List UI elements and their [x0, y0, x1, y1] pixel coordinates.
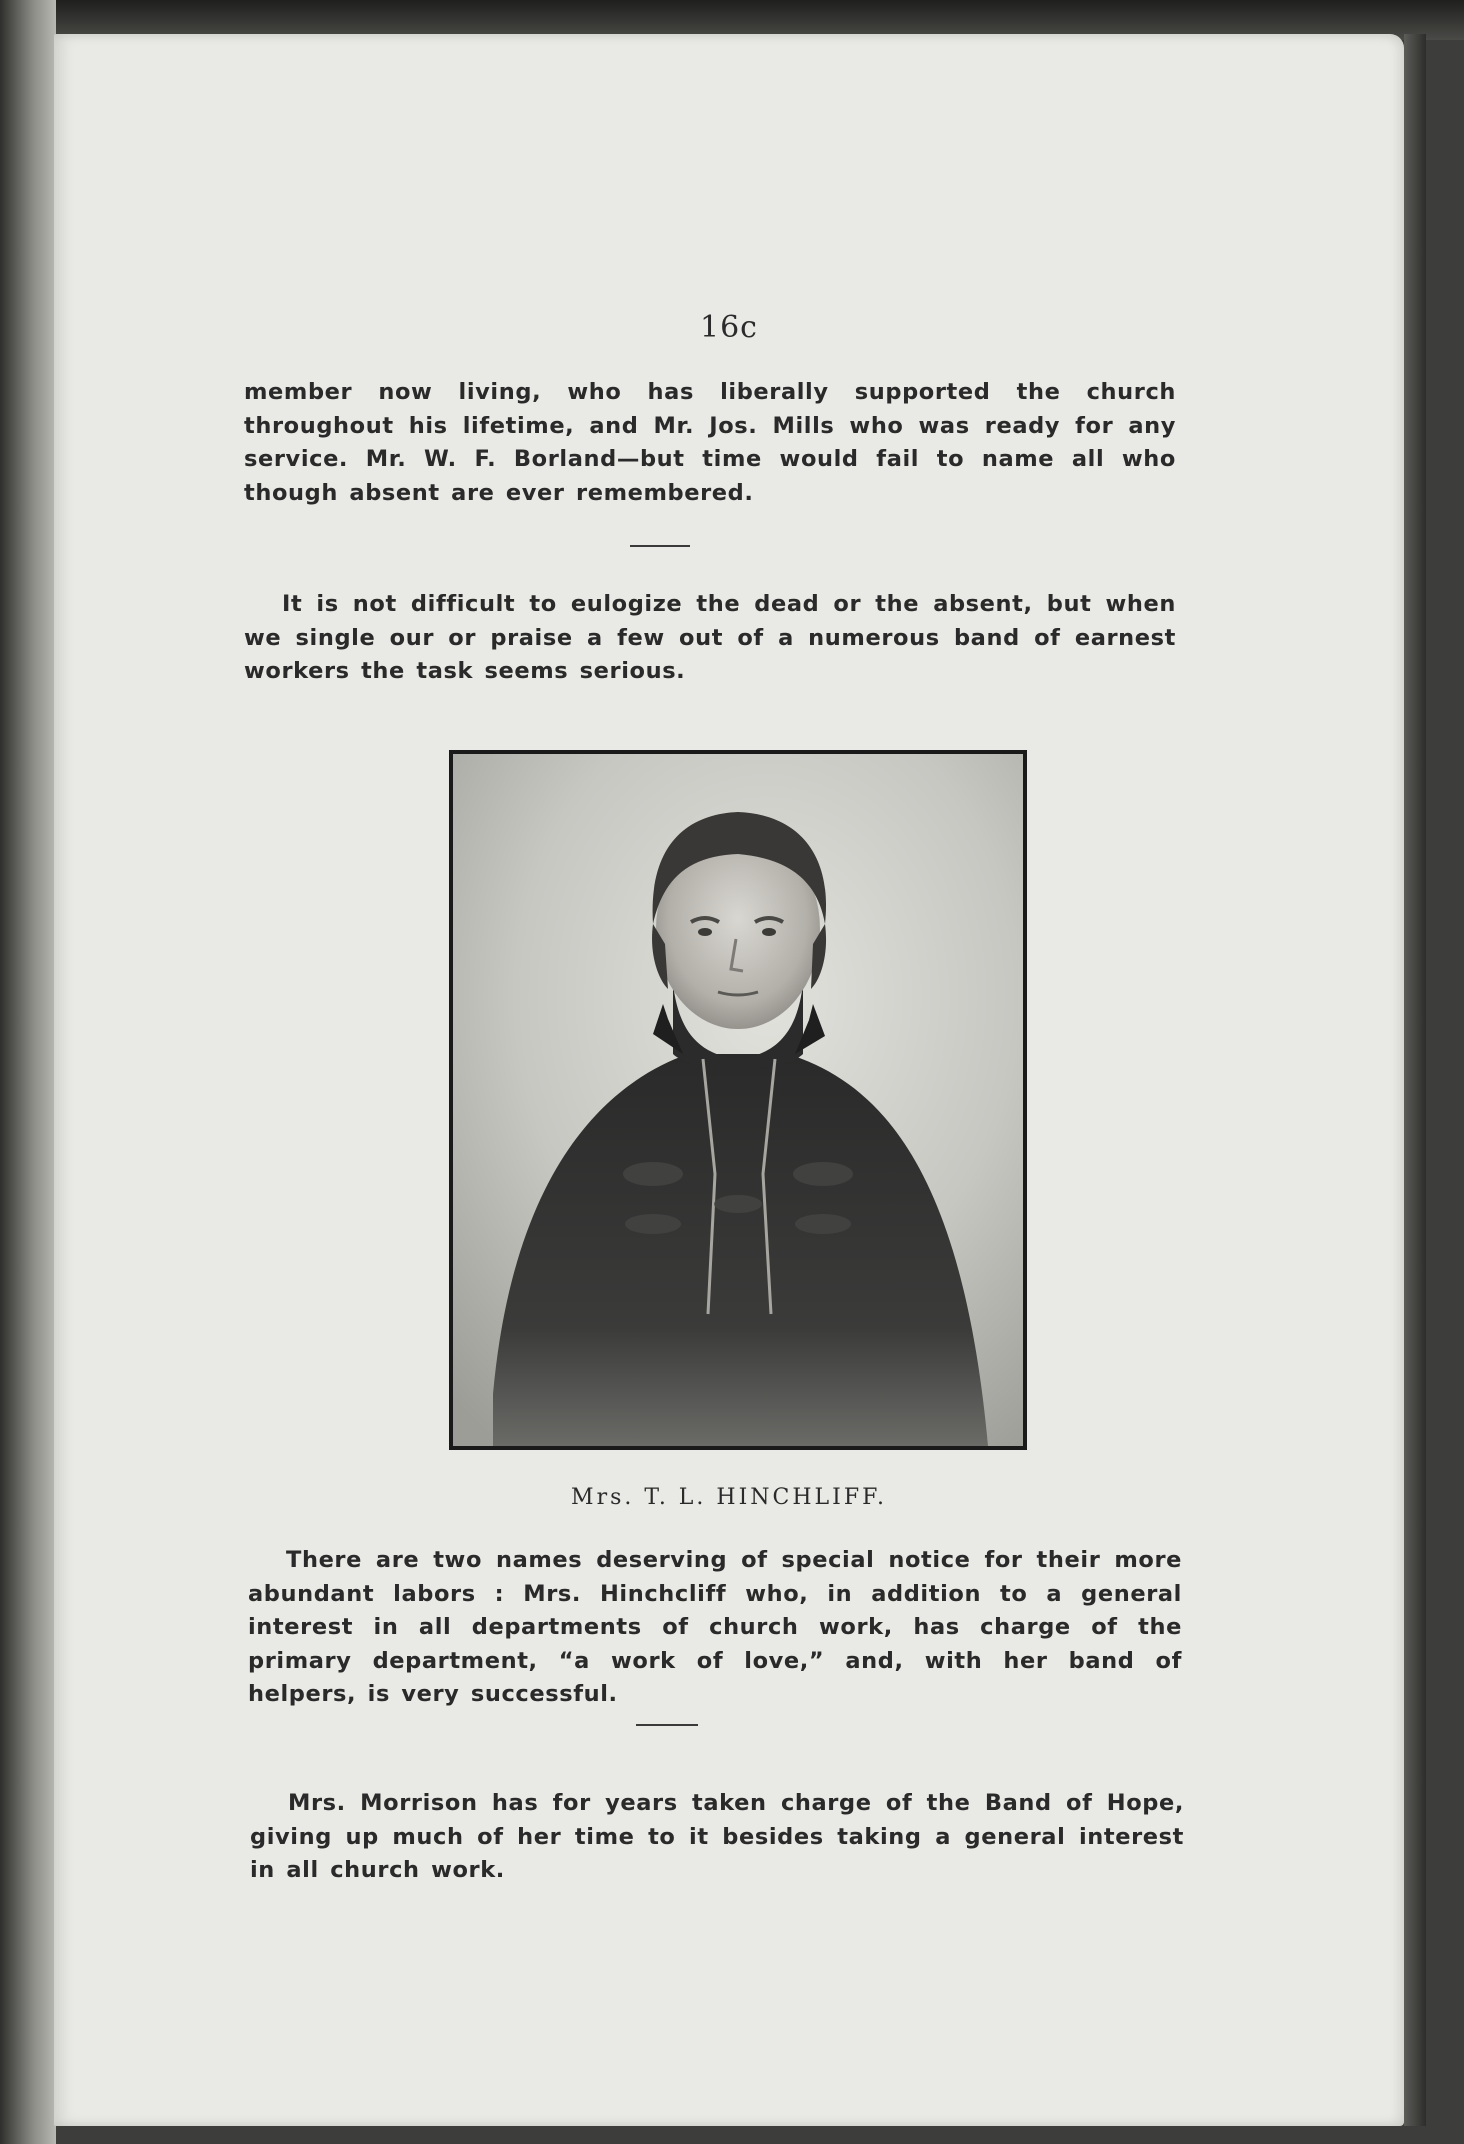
portrait-photo-icon	[453, 754, 1023, 1446]
portrait-photo	[449, 750, 1027, 1450]
section-divider-1	[630, 545, 690, 547]
paragraph-1: member now living, who has liberally supported the church throughout his lifetime, and Mr. Jos. Mills who was ready for any service. Mr. W. F. Borland—but time would fail to name all who though absent are ever remembered.	[244, 379, 1176, 506]
caption-name: T. L. HINCHLIFF.	[644, 1485, 887, 1510]
caption-prefix: Mrs.	[571, 1485, 635, 1510]
photo-caption	[54, 1485, 1404, 1510]
section-divider-2	[636, 1724, 698, 1726]
book-spine-edge	[0, 0, 56, 2144]
page-right-shadow	[1404, 34, 1426, 2126]
page-number: 16c	[700, 310, 758, 345]
paragraph-3: There are two names deserving of special notice for their more abundant labors : Mrs. Hinchcliff who, in addition to a general interest in all departments of church work, has charge of the primary department, “a work of love,” and, with her band of helpers, is very successful.	[248, 1547, 1182, 1707]
book-page	[54, 34, 1404, 2126]
paragraph-2: It is not difficult to eulogize the dead or the absent, but when we single our or praise a few out of a numerous band of earnest workers the task seems serious.	[244, 591, 1176, 684]
paragraph-4: Mrs. Morrison has for years taken charge of the Band of Hope, giving up much of her time to it besides taking a general interest in all church work.	[250, 1790, 1184, 1883]
